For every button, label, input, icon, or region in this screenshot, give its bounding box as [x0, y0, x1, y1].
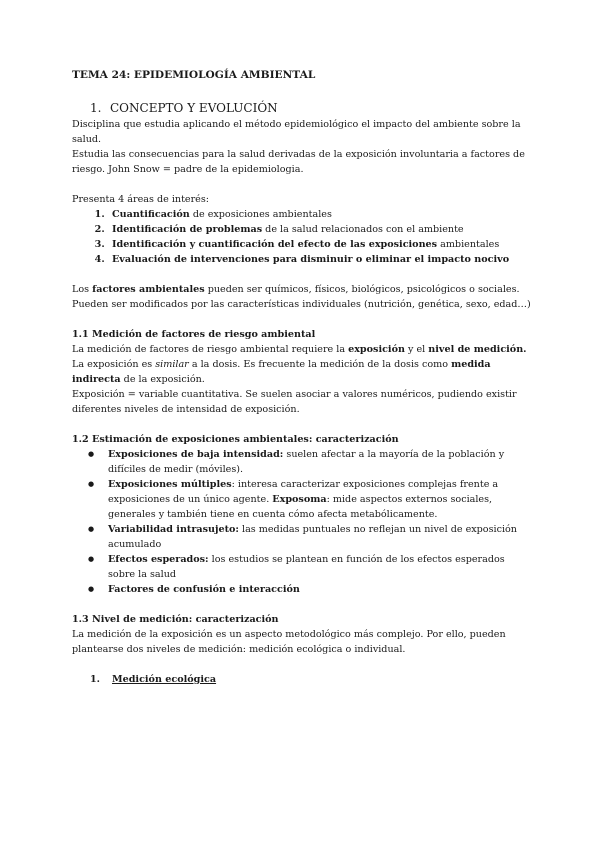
- area-item: 3. Identificación y cuantificación del efecto de las exposiciones ambientales: [108, 237, 532, 252]
- areas-intro: Presenta 4 áreas de interés:: [72, 194, 210, 205]
- nivel-paragraph: La medición de la exposición es un aspecto metodológico más complejo. Por ello, pueden plantearse dos niveles de medición: medición ecológica o individual.: [72, 629, 506, 655]
- definition-paragraph: Disciplina que estudia aplicando el método epidemiológico el impacto del ambiente sobre la salud.: [72, 119, 521, 145]
- medicion-line-1: La medición de factores de riesgo ambiental requiere la exposición y el nivel de medición.: [72, 344, 527, 355]
- area-item: 4. Evaluación de intervenciones para disminuir o eliminar el impacto nocivo: [108, 252, 532, 267]
- areas-list: [72, 207, 532, 267]
- bullet-item: ● Variabilidad intrasujeto: las medidas puntuales no reflejan un nivel de exposición acumulado: [108, 522, 532, 552]
- document-page: [72, 68, 532, 687]
- section-1-title: CONCEPTO Y EVOLUCIÓN: [110, 101, 278, 115]
- area-item: 2. Identificación de problemas de la salud relacionados con el ambiente: [108, 222, 532, 237]
- medicion-line-2: La exposición es similar a la dosis. Es frecuente la medición de la dosis como medida indirecta de la exposición.: [72, 359, 491, 385]
- medicion-ecologica-heading: [90, 672, 532, 687]
- bullet-item: ● Efectos esperados: los estudios se plantean en función de los efectos esperados sobre la salud: [108, 552, 532, 582]
- exposiciones-list: [72, 447, 532, 597]
- bullet-item: ● Factores de confusión e interacción: [108, 582, 532, 597]
- subsection-1-1-heading: 1.1 Medición de factores de riesgo ambiental: [72, 329, 316, 340]
- consequences-paragraph: Estudia las consecuencias para la salud derivadas de la exposición involuntaria a factores de riesgo. John Snow = padre de la epidemiologia.: [72, 149, 525, 175]
- section-1-number: 1.: [90, 101, 102, 115]
- subsection-1-3-heading: 1.3 Nivel de medición: caracterización: [72, 614, 279, 625]
- factores-paragraph: Los factores ambientales pueden ser químicos, físicos, biológicos, psicológicos o sociales. Pueden ser modificados por las características individuales (nutrición, genética, sexo, edad…): [72, 284, 531, 310]
- bullet-item: ● Exposiciones múltiples: interesa caracterizar exposiciones complejas frente a exposiciones de un único agente. Exposoma: mide aspectos externos sociales, generales y también tiene en cuenta cómo afecta metabólicamente.: [108, 477, 532, 522]
- area-item: 1. Cuantificación de exposiciones ambientales: [108, 207, 532, 222]
- item-label: Medición ecológica: [112, 674, 217, 685]
- item-number: 1.: [90, 674, 101, 685]
- section-1-heading: [90, 101, 532, 116]
- bullet-item: ● Exposiciones de baja intensidad: suelen afectar a la mayoría de la población y difíciles de medir (móviles).: [108, 447, 532, 477]
- medicion-line-3: Exposición = variable cuantitativa. Se suelen asociar a valores numéricos, pudiendo existir diferentes niveles de intensidad de exposición.: [72, 389, 517, 415]
- document-title: TEMA 24: EPIDEMIOLOGÍA AMBIENTAL: [72, 69, 316, 81]
- subsection-1-2-heading: 1.2 Estimación de exposiciones ambientales: caracterización: [72, 434, 399, 445]
